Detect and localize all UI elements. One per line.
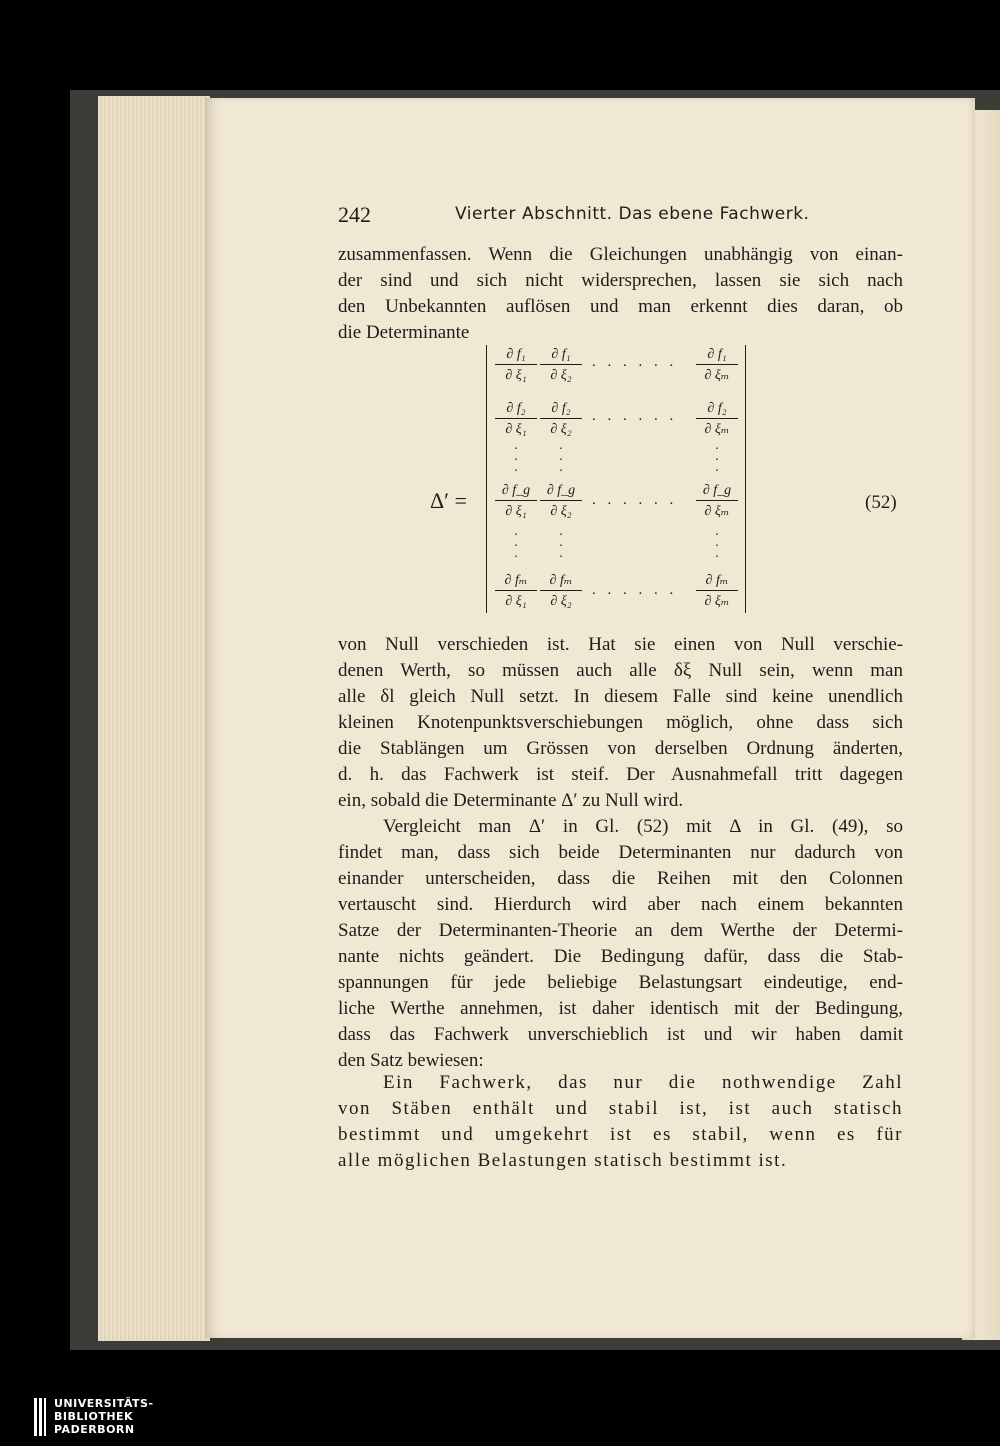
matrix-entry: $\frac{\text{∂ fₘ}}{\text{∂ ξₘ}}$ — [696, 572, 738, 610]
horizontal-dots: . . . . . . — [592, 408, 678, 424]
library-logo: UNIVERSITÄTS- BIBLIOTHEK PADERBORN — [54, 1397, 154, 1436]
text-line: kleinen Knotenpunktsverschiebungen möglich, ohne dass sich — [338, 712, 903, 733]
determinant-right-bar — [745, 345, 746, 613]
text-line: alle δl gleich Null setzt. In diesem Falle sind keine unendlich — [338, 686, 903, 707]
matrix-entry: $\frac{\text{∂ f₂}}{\text{∂ ξ₁}}$ — [495, 400, 537, 438]
horizontal-dots: . . . . . . — [592, 582, 678, 598]
text-line: ein, sobald die Determinante Δ′ zu Null wird. — [338, 790, 684, 811]
text-line: Vergleicht man Δ′ in Gl. (52) mit Δ in Gl. (49), so — [383, 816, 903, 837]
vertical-dots: · · · — [513, 442, 519, 479]
text-line: vertauscht sind. Hierdurch wird aber nach einem bekannten — [338, 894, 903, 915]
text-line: liche Werthe annehmen, ist daher identisch mit der Bedingung, — [338, 998, 903, 1019]
theorem-line: von Stäben enthält und stabil ist, ist auch statisch — [338, 1098, 903, 1119]
matrix-entry: $\frac{\text{∂ f₂}}{\text{∂ ξₘ}}$ — [696, 400, 738, 438]
equation-label: Δ′ = — [430, 488, 467, 513]
determinant-equation — [400, 340, 905, 620]
vertical-dots: · · · — [513, 528, 519, 565]
text-line: den Unbekannten auflösen und man erkennt dies daran, ob — [338, 296, 903, 317]
library-logo-icon — [34, 1398, 46, 1436]
theorem-line: Ein Fachwerk, das nur die nothwendige Zahl — [383, 1072, 903, 1093]
matrix-entry: $\frac{\partial f\_g}{\text{∂ ξₘ}}$ — [696, 482, 738, 520]
theorem-line: alle möglichen Belastungen statisch bestimmt ist. — [338, 1150, 788, 1171]
text-line: nante nichts geändert. Die Bedingung dafür, dass die Stab- — [338, 946, 903, 967]
determinant-left-bar — [486, 345, 487, 613]
page-header — [338, 202, 903, 232]
text-line: den Satz bewiesen: — [338, 1050, 484, 1071]
equation-number: (52) — [865, 492, 897, 513]
vertical-dots: · · · — [558, 442, 564, 479]
text-line: einander unterscheiden, dass die Reihen mit den Colonnen — [338, 868, 903, 889]
horizontal-dots: . . . . . . — [592, 354, 678, 370]
matrix-entry: $\frac{\text{∂ f₁}}{\text{∂ ξₘ}}$ — [696, 346, 738, 384]
text-line: zusammenfassen. Wenn die Gleichungen unabhängig von einan- — [338, 244, 903, 265]
matrix-entry: $\frac{\text{∂ f₂}}{\text{∂ ξ₂}}$ — [540, 400, 582, 438]
running-title: Vierter Abschnitt. Das ebene Fachwerk. — [455, 204, 810, 224]
text-line: spannungen für jede beliebige Belastungsart eindeutige, end- — [338, 972, 903, 993]
text-line: die Stablängen um Grössen von derselben Ordnung änderten, — [338, 738, 903, 759]
horizontal-dots: . . . . . . — [592, 492, 678, 508]
matrix-entry: $\frac{\text{∂ f₁}}{\text{∂ ξ₂}}$ — [540, 346, 582, 384]
text-line: d. h. das Fachwerk ist steif. Der Ausnahmefall tritt dagegen — [338, 764, 903, 785]
vertical-dots: · · · — [714, 528, 720, 565]
text-line: dass das Fachwerk unverschieblich ist und wir haben damit — [338, 1024, 903, 1045]
text-line: die Determinante — [338, 322, 470, 343]
theorem-line: bestimmt und umgekehrt ist es stabil, wenn es für — [338, 1124, 903, 1145]
vertical-dots: · · · — [558, 528, 564, 565]
text-line: der sind und sich nicht widersprechen, lassen sie sich nach — [338, 270, 903, 291]
vertical-dots: · · · — [714, 442, 720, 479]
matrix-entry: $\frac{\text{∂ f₁}}{\text{∂ ξ₁}}$ — [495, 346, 537, 384]
matrix-entry: $\frac{\text{∂ fₘ}}{\text{∂ ξ₁}}$ — [495, 572, 537, 610]
text-line: denen Werth, so müssen auch alle δξ Null sein, wenn man — [338, 660, 903, 681]
matrix-entry: $\frac{\partial f\_g}{\text{∂ ξ₂}}$ — [540, 482, 582, 520]
matrix-entry: $\frac{\partial f\_g}{\text{∂ ξ₁}}$ — [495, 482, 537, 520]
text-line: von Null verschieden ist. Hat sie einen von Null verschie- — [338, 634, 903, 655]
page-number: 242 — [338, 202, 371, 227]
page-edges — [98, 96, 210, 1341]
matrix-entry: $\frac{\text{∂ fₘ}}{\text{∂ ξ₂}}$ — [540, 572, 582, 610]
text-line: Satze der Determinanten-Theorie an dem Werthe der Determi- — [338, 920, 903, 941]
text-line: findet man, dass sich beide Determinanten nur dadurch von — [338, 842, 903, 863]
